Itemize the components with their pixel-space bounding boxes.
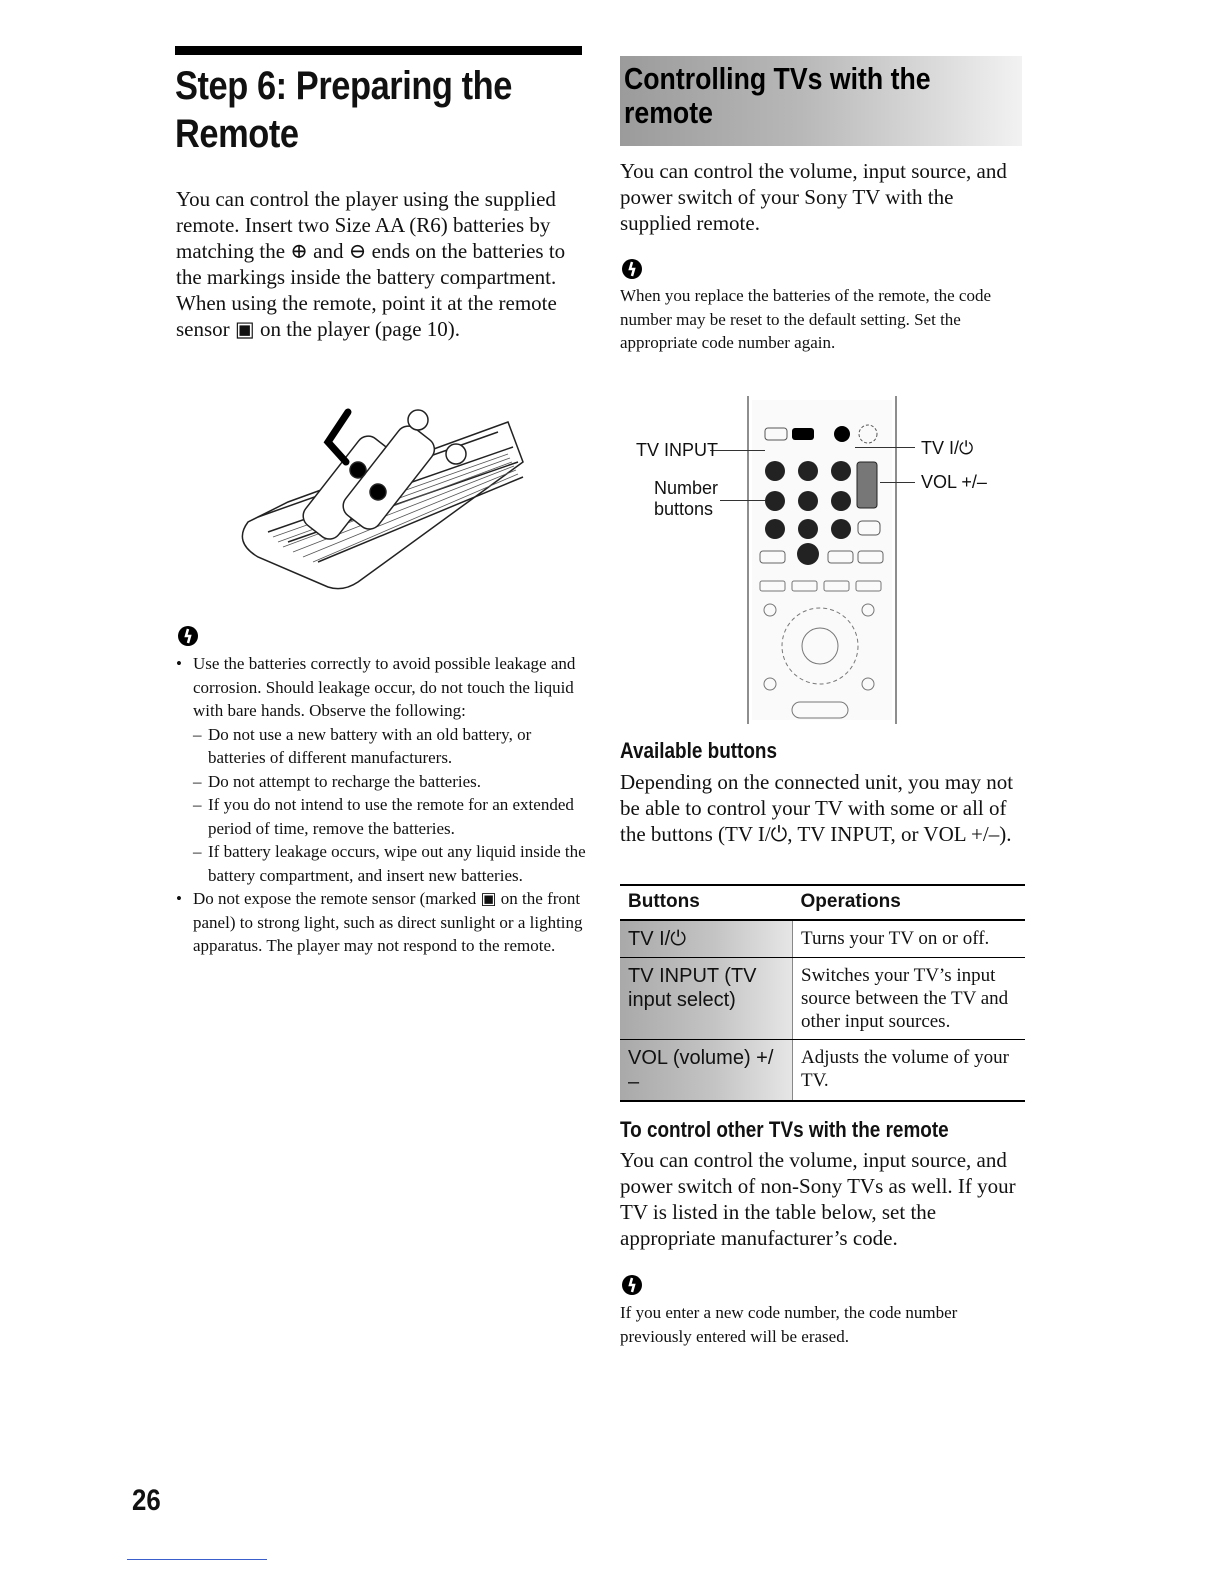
button-cell: VOL (volume) +/ – (620, 1040, 793, 1102)
page-title: Step 6: Preparing the Remote (175, 64, 512, 156)
section-title: Controlling TVs with the remote (624, 61, 931, 130)
remote-control-illustration (740, 396, 905, 724)
leader-line (880, 482, 915, 483)
page-number: 26 (132, 1484, 161, 1517)
hint-icon (176, 624, 200, 648)
other-tvs-text: You can control the volume, input source, and power switch of non-Sony TVs as well. If your TV is listed in the table below, set the appropriate manufacturer’s code. (620, 1148, 1016, 1250)
available-buttons-heading: Available buttons (620, 738, 777, 763)
battery-insertion-illustration (228, 392, 528, 592)
leader-line (855, 447, 915, 448)
table-row (620, 958, 1025, 1040)
operation-cell: Adjusts the volume of your TV. (793, 1040, 1026, 1102)
table-row (620, 920, 1025, 958)
subnote-item: – If battery leakage occurs, wipe out any liquid inside the battery compartment, and insert new batteries. (193, 840, 586, 887)
subnote-item: – Do not attempt to recharge the batteries. (193, 770, 586, 794)
column-header: Buttons (620, 885, 793, 920)
label-number-buttons: Number buttons (654, 478, 719, 519)
table-row (620, 1040, 1025, 1102)
footer-rule (127, 1559, 267, 1560)
operation-cell: Turns your TV on or off. (793, 920, 1026, 958)
leader-line (710, 450, 765, 451)
button-cell: TV INPUT (TV input select) (620, 958, 793, 1040)
note-item (176, 652, 586, 887)
battery-notes (176, 652, 586, 958)
hint-icon (620, 257, 644, 281)
operations-table (620, 884, 1025, 1102)
hint-text: When you replace the batteries of the remote, the code number may be reset to the default setting. Set the appropriate code number again. (620, 286, 991, 352)
intro-paragraph: You can control the player using the supplied remote. Insert two Size AA (R6) batteries by matching the ⊕ and ⊖ ends on the batteries to the markings inside the battery compartment. When using the remote, point it at the remote sensor ▣ on the player (page 10). (176, 187, 566, 341)
label-tv-input: TV INPUT (636, 440, 719, 460)
section-intro: You can control the volume, input source, and power switch of your Sony TV with the supplied remote. (620, 159, 1007, 235)
hint-text: If you enter a new code number, the code number previously entered will be erased. (620, 1303, 958, 1346)
label-tv-power: TV I/⏻ (921, 438, 974, 458)
available-buttons-text: Depending on the connected unit, you may not be able to control your TV with some or all of the buttons (TV I/⏻, TV INPUT, or VOL +/–). (620, 770, 1014, 846)
button-cell: TV I/⏻ (620, 920, 793, 958)
operation-cell: Switches your TV’s input source between the TV and other input sources. (793, 958, 1026, 1040)
other-tvs-heading: To control other TVs with the remote (620, 1117, 949, 1142)
note-item: • Do not expose the remote sensor (marked ▣ on the front panel) to strong light, such as direct sunlight or a lighting apparatus. The player may not respond to the remote. (176, 887, 586, 958)
column-header: Operations (793, 885, 1026, 920)
hint-icon (620, 1273, 644, 1297)
label-vol: VOL +/– (921, 472, 987, 492)
heading-rule (175, 46, 582, 55)
subnote-item: – If you do not intend to use the remote for an extended period of time, remove the batteries. (193, 793, 586, 840)
subnote-item: – Do not use a new battery with an old battery, or batteries of different manufacturers. (193, 723, 586, 770)
note-text: Use the batteries correctly to avoid possible leakage and corrosion. Should leakage occur, do not touch the liquid with bare hands. Observe the following: (193, 654, 576, 720)
